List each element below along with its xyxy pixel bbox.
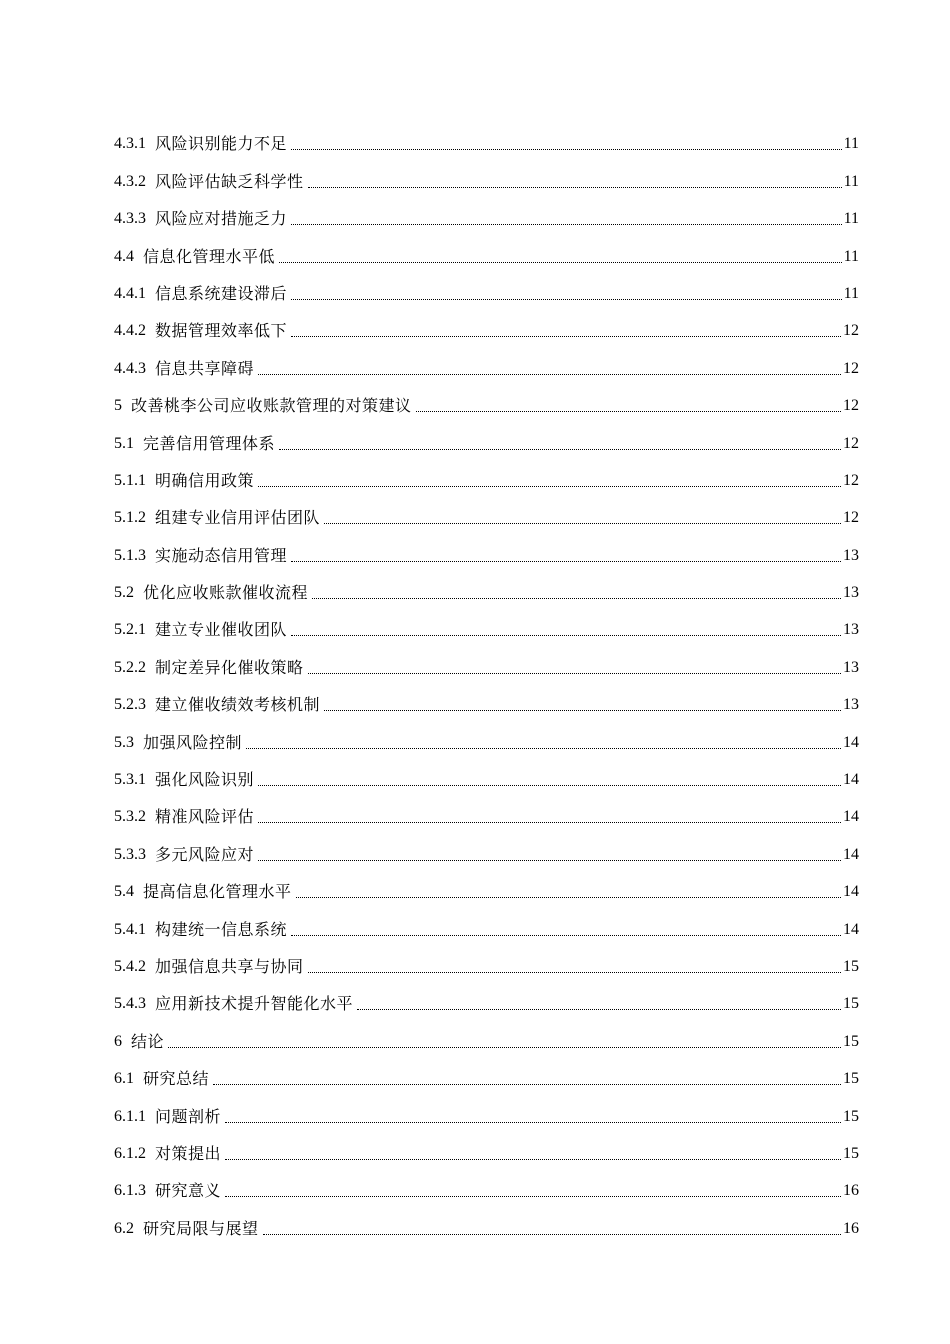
toc-dot-leader xyxy=(246,747,841,749)
toc-entry-title: 研究总结 xyxy=(143,1069,210,1089)
toc-entry-number: 5 xyxy=(114,397,122,415)
toc-dot-leader xyxy=(258,859,841,861)
toc-entry-title: 信息共享障碍 xyxy=(155,358,255,378)
toc-entry-title: 数据管理效率低下 xyxy=(155,321,288,341)
toc-entry-number: 5.3.1 xyxy=(114,771,146,789)
toc-entry[interactable] xyxy=(114,416,859,453)
toc-dot-leader xyxy=(263,1233,841,1235)
toc-dot-leader xyxy=(416,410,841,412)
toc-entry[interactable] xyxy=(114,379,859,416)
toc-dot-leader xyxy=(213,1083,841,1085)
toc-dot-leader xyxy=(291,934,841,936)
toc-entry-number: 6.1 xyxy=(114,1070,134,1088)
toc-entry-number: 5.1.2 xyxy=(114,509,146,527)
toc-dot-leader xyxy=(225,1195,841,1197)
toc-entry-title: 建立专业催收团队 xyxy=(155,620,288,640)
toc-entry-title: 结论 xyxy=(131,1031,165,1051)
toc-entry-page: 14 xyxy=(843,771,859,789)
toc-entry-title: 加强风险控制 xyxy=(143,732,243,752)
toc-dot-leader xyxy=(324,522,841,524)
table-of-contents xyxy=(114,117,859,1239)
toc-entry-title: 制定差异化催收策略 xyxy=(155,657,304,677)
toc-entry-number: 6 xyxy=(114,1032,122,1050)
toc-entry[interactable] xyxy=(114,341,859,378)
toc-entry-page: 11 xyxy=(843,135,859,153)
toc-dot-leader xyxy=(258,373,841,375)
toc-entry-page: 12 xyxy=(843,359,859,377)
toc-entry-number: 5.3.3 xyxy=(114,845,146,863)
toc-entry[interactable] xyxy=(114,1127,859,1164)
toc-entry-number: 4.4.2 xyxy=(114,322,146,340)
toc-entry-title: 精准风险评估 xyxy=(155,807,255,827)
toc-entry[interactable] xyxy=(114,304,859,341)
toc-entry-title: 加强信息共享与协同 xyxy=(155,956,304,976)
toc-dot-leader xyxy=(296,896,841,898)
toc-entry-number: 5.2 xyxy=(114,584,134,602)
toc-entry[interactable] xyxy=(114,491,859,528)
toc-entry[interactable] xyxy=(114,454,859,491)
toc-entry-title: 实施动态信用管理 xyxy=(155,545,288,565)
toc-dot-leader xyxy=(258,784,841,786)
toc-entry-page: 13 xyxy=(843,621,859,639)
toc-entry-title: 强化风险识别 xyxy=(155,770,255,790)
toc-entry-title: 对策提出 xyxy=(155,1143,222,1163)
toc-entry-number: 6.1.2 xyxy=(114,1144,146,1162)
toc-entry-title: 风险评估缺乏科学性 xyxy=(155,171,304,191)
toc-entry[interactable] xyxy=(114,865,859,902)
toc-entry-page: 15 xyxy=(843,1070,859,1088)
toc-entry-page: 11 xyxy=(843,210,859,228)
toc-entry-page: 15 xyxy=(843,1032,859,1050)
toc-entry-page: 15 xyxy=(843,1144,859,1162)
toc-dot-leader xyxy=(279,261,842,263)
toc-entry-number: 5.2.3 xyxy=(114,696,146,714)
toc-entry-page: 15 xyxy=(843,995,859,1013)
toc-entry-title: 问题剖析 xyxy=(155,1106,222,1126)
toc-entry-page: 12 xyxy=(843,397,859,415)
toc-dot-leader xyxy=(291,298,842,300)
toc-dot-leader xyxy=(324,709,841,711)
toc-entry-number: 4.4 xyxy=(114,247,134,265)
toc-entry-page: 12 xyxy=(843,322,859,340)
toc-entry-title: 信息化管理水平低 xyxy=(143,246,276,266)
toc-entry-page: 11 xyxy=(843,247,859,265)
toc-entry[interactable] xyxy=(114,715,859,752)
toc-entry-number: 6.1.3 xyxy=(114,1182,146,1200)
toc-entry-number: 5.4.1 xyxy=(114,920,146,938)
toc-dot-leader xyxy=(225,1158,841,1160)
toc-entry-page: 16 xyxy=(843,1219,859,1237)
toc-entry-title: 信息系统建设滞后 xyxy=(155,283,288,303)
toc-entry[interactable] xyxy=(114,566,859,603)
toc-entry-page: 11 xyxy=(843,172,859,190)
toc-dot-leader xyxy=(291,223,842,225)
toc-entry-number: 4.4.1 xyxy=(114,284,146,302)
toc-entry-title: 风险应对措施乏力 xyxy=(155,209,288,229)
toc-entry-page: 12 xyxy=(843,509,859,527)
toc-entry[interactable] xyxy=(114,753,859,790)
toc-entry-title: 构建统一信息系统 xyxy=(155,919,288,939)
toc-entry-page: 15 xyxy=(843,957,859,975)
toc-entry-page: 13 xyxy=(843,696,859,714)
toc-entry[interactable] xyxy=(114,902,859,939)
toc-entry-page: 14 xyxy=(843,920,859,938)
toc-entry-page: 13 xyxy=(843,658,859,676)
toc-dot-leader xyxy=(291,335,841,337)
toc-entry-page: 11 xyxy=(843,284,859,302)
toc-entry-title: 应用新技术提升智能化水平 xyxy=(155,994,354,1014)
toc-dot-leader xyxy=(291,148,842,150)
toc-entry-number: 5.4.3 xyxy=(114,995,146,1013)
toc-dot-leader xyxy=(291,634,841,636)
toc-entry-title: 完善信用管理体系 xyxy=(143,433,276,453)
toc-entry[interactable] xyxy=(114,790,859,827)
toc-entry-number: 5.3.2 xyxy=(114,808,146,826)
toc-dot-leader xyxy=(258,485,841,487)
toc-entry-title: 明确信用政策 xyxy=(155,470,255,490)
toc-entry-page: 12 xyxy=(843,434,859,452)
toc-entry[interactable] xyxy=(114,229,859,266)
toc-entry-number: 5.1.3 xyxy=(114,546,146,564)
toc-entry[interactable] xyxy=(114,827,859,864)
toc-entry-number: 5.2.2 xyxy=(114,658,146,676)
toc-dot-leader xyxy=(279,448,841,450)
toc-dot-leader xyxy=(308,186,842,188)
toc-entry-page: 14 xyxy=(843,883,859,901)
toc-entry-title: 提高信息化管理水平 xyxy=(143,882,292,902)
toc-entry[interactable] xyxy=(114,640,859,677)
toc-dot-leader xyxy=(308,971,841,973)
toc-entry-number: 5.1 xyxy=(114,434,134,452)
toc-entry[interactable] xyxy=(114,154,859,191)
toc-dot-leader xyxy=(225,1121,841,1123)
toc-entry[interactable] xyxy=(114,940,859,977)
toc-entry[interactable] xyxy=(114,117,859,154)
toc-entry-page: 15 xyxy=(843,1107,859,1125)
toc-entry-page: 12 xyxy=(843,471,859,489)
toc-dot-leader xyxy=(312,597,841,599)
toc-dot-leader xyxy=(357,1008,841,1010)
toc-entry-title: 风险识别能力不足 xyxy=(155,134,288,154)
toc-entry[interactable] xyxy=(114,977,859,1014)
toc-entry-title: 建立催收绩效考核机制 xyxy=(155,695,321,715)
toc-entry-number: 6.1.1 xyxy=(114,1107,146,1125)
toc-dot-leader xyxy=(168,1046,841,1048)
toc-entry[interactable] xyxy=(114,1014,859,1051)
toc-entry[interactable] xyxy=(114,1201,859,1238)
toc-entry[interactable] xyxy=(114,1089,859,1126)
toc-entry-page: 13 xyxy=(843,546,859,564)
toc-entry[interactable] xyxy=(114,1052,859,1089)
toc-entry-page: 14 xyxy=(843,808,859,826)
toc-entry-number: 5.1.1 xyxy=(114,471,146,489)
toc-entry-page: 14 xyxy=(843,733,859,751)
toc-entry-number: 5.4 xyxy=(114,883,134,901)
toc-entry-title: 研究意义 xyxy=(155,1181,222,1201)
toc-entry[interactable] xyxy=(114,678,859,715)
toc-entry[interactable] xyxy=(114,192,859,229)
toc-dot-leader xyxy=(291,560,841,562)
toc-entry-number: 5.3 xyxy=(114,733,134,751)
toc-entry-number: 4.3.2 xyxy=(114,172,146,190)
toc-entry-page: 14 xyxy=(843,845,859,863)
toc-entry-page: 16 xyxy=(843,1182,859,1200)
toc-entry-title: 组建专业信用评估团队 xyxy=(155,508,321,528)
toc-entry-number: 4.3.3 xyxy=(114,210,146,228)
toc-entry-title: 多元风险应对 xyxy=(155,844,255,864)
toc-entry-number: 6.2 xyxy=(114,1219,134,1237)
toc-entry-number: 5.4.2 xyxy=(114,957,146,975)
toc-entry-title: 改善桃李公司应收账款管理的对策建议 xyxy=(131,396,412,416)
toc-entry[interactable] xyxy=(114,603,859,640)
toc-entry[interactable] xyxy=(114,528,859,565)
toc-dot-leader xyxy=(308,672,841,674)
toc-entry-number: 4.3.1 xyxy=(114,135,146,153)
toc-entry-number: 4.4.3 xyxy=(114,359,146,377)
toc-entry-title: 研究局限与展望 xyxy=(143,1218,259,1238)
toc-entry-title: 优化应收账款催收流程 xyxy=(143,583,309,603)
toc-dot-leader xyxy=(258,821,841,823)
toc-entry[interactable] xyxy=(114,267,859,304)
toc-entry[interactable] xyxy=(114,1164,859,1201)
toc-entry-number: 5.2.1 xyxy=(114,621,146,639)
toc-entry-page: 13 xyxy=(843,584,859,602)
